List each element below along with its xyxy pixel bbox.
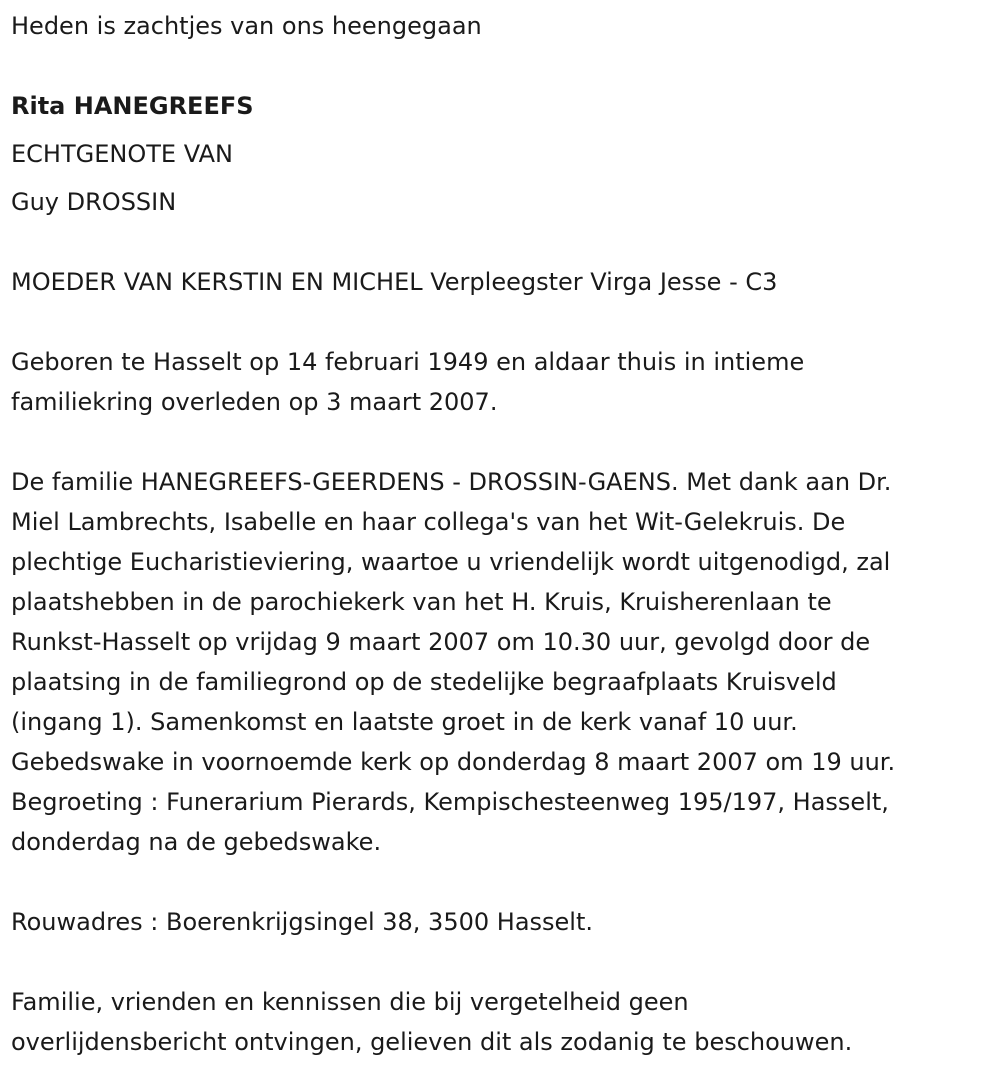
spouse-name: Guy DROSSIN bbox=[11, 188, 177, 216]
family-paragraph-line: Runkst-Hasselt op vrijdag 9 maart 2007 om 10.30 uur, gevolgd door de bbox=[11, 628, 871, 656]
intro-text: Heden is zachtjes van ons heengegaan bbox=[11, 12, 482, 40]
birth-death-line: familiekring overleden op 3 maart 2007. bbox=[11, 388, 498, 416]
family-paragraph-line: donderdag na de gebedswake. bbox=[11, 828, 382, 856]
closing-line: Familie, vrienden en kennissen die bij vergetelheid geen bbox=[11, 988, 689, 1016]
family-paragraph-line: Gebedswake in voornoemde kerk op donderdag 8 maart 2007 om 19 uur. bbox=[11, 748, 896, 776]
deceased-name: Rita HANEGREEFS bbox=[11, 92, 254, 120]
family-paragraph-line: De familie HANEGREEFS-GEERDENS - DROSSIN-GAENS. Met dank aan Dr. bbox=[11, 468, 892, 496]
family-paragraph-line: Begroeting : Funerarium Pierards, Kempischesteenweg 195/197, Hasselt, bbox=[11, 788, 889, 816]
family-paragraph-line: Miel Lambrechts, Isabelle en haar collega's van het Wit-Gelekruis. De bbox=[11, 508, 846, 536]
spouse-label: ECHTGENOTE VAN bbox=[11, 140, 233, 168]
family-paragraph-line: plechtige Eucharistieviering, waartoe u vriendelijk wordt uitgenodigd, zal bbox=[11, 548, 891, 576]
mourning-address: Rouwadres : Boerenkrijgsingel 38, 3500 Hasselt. bbox=[11, 908, 593, 936]
birth-death-line: Geboren te Hasselt op 14 februari 1949 en aldaar thuis in intieme bbox=[11, 348, 805, 376]
family-paragraph-line: (ingang 1). Samenkomst en laatste groet in de kerk vanaf 10 uur. bbox=[11, 708, 798, 736]
closing-line: overlijdensbericht ontvingen, gelieven dit als zodanig te beschouwen. bbox=[11, 1028, 853, 1056]
family-paragraph-line: plaatsing in de familiegrond op de stedelijke begraafplaats Kruisveld bbox=[11, 668, 837, 696]
mother-of-text: MOEDER VAN KERSTIN EN MICHEL Verpleegster Virga Jesse - C3 bbox=[11, 268, 778, 296]
family-paragraph-line: plaatshebben in de parochiekerk van het H. Kruis, Kruisherenlaan te bbox=[11, 588, 832, 616]
